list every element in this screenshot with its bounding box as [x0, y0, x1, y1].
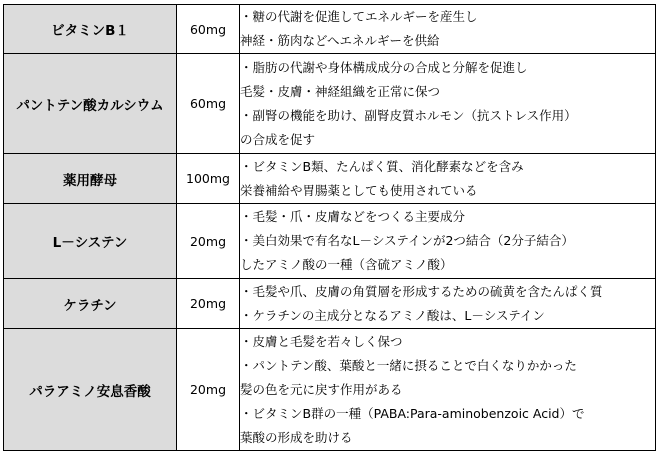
- ingredient-description: [240, 204, 656, 279]
- description-line: の合成を促す: [240, 131, 316, 147]
- description-line: ・糖の代謝を促進してエネルギーを産生し: [240, 9, 478, 24]
- table-row: [4, 204, 656, 279]
- ingredient-name: 薬用酵母: [4, 154, 177, 204]
- description-line: ・副腎の機能を助け、副腎皮質ホルモン（抗ストレス作用）: [240, 107, 577, 123]
- ingredients-table: [3, 4, 656, 451]
- description-line: 神経・筋肉などへエネルギーを供給: [240, 33, 440, 48]
- ingredient-name: パラアミノ安息香酸: [4, 329, 177, 451]
- description-line: ・毛髪・爪・皮膚などをつくる主要成分: [240, 209, 466, 224]
- ingredient-amount: 20mg: [177, 279, 240, 329]
- table-row: [4, 154, 656, 204]
- ingredient-amount: 20mg: [177, 204, 240, 279]
- description-line: 葉酸の形成を助ける: [240, 429, 353, 445]
- description-line: 毛髪・皮膚・神経組織を正常に保つ: [240, 83, 441, 99]
- ingredient-amount: 60mg: [177, 54, 240, 154]
- description-line: ・パントテン酸、葉酸と一緒に摂ることで白くなりかかった: [240, 357, 577, 373]
- description-line: ・ケラチンの主成分となるアミノ酸は、L－システイン: [240, 307, 545, 323]
- description-line: ・ビタミンB類、たんぱく質、消化酵素などを含み: [240, 158, 524, 174]
- table-row: [4, 5, 656, 54]
- table-row: [4, 329, 656, 451]
- ingredient-amount: 20mg: [177, 329, 240, 451]
- description-line: ・脂肪の代謝や身体構成成分の合成と分解を促進し: [240, 59, 528, 75]
- ingredient-description: [240, 54, 656, 154]
- description-line: ・美白効果で有名なL－システインが2つ結合（2分子結合）: [240, 233, 574, 248]
- ingredient-name: ケラチン: [4, 279, 177, 329]
- description-line: 栄養補給や胃腸薬としても使用されている: [240, 182, 478, 198]
- ingredient-description: [240, 279, 656, 329]
- description-line: ・皮膚と毛髪を若々しく保つ: [240, 333, 403, 349]
- description-line: ・毛髪や爪、皮膚の角質層を形成するための硫黄を含たんぱく質: [240, 283, 603, 299]
- ingredient-name: ビタミンB１: [4, 5, 177, 54]
- ingredient-name: パントテン酸カルシウム: [4, 54, 177, 154]
- description-line: ・ビタミンB群の一種（PABA:Para-aminobenzoic Acid）で: [240, 405, 585, 421]
- ingredient-name: L－システン: [4, 204, 177, 279]
- description-line: したアミノ酸の一種（含硫アミノ酸）: [240, 257, 453, 272]
- table-row: [4, 54, 656, 154]
- ingredient-description: [240, 154, 656, 204]
- description-line: 髪の色を元に戻す作用がある: [240, 381, 403, 397]
- table-row: [4, 279, 656, 329]
- ingredient-amount: 60mg: [177, 5, 240, 54]
- ingredient-description: [240, 329, 656, 451]
- ingredient-amount: 100mg: [177, 154, 240, 204]
- ingredient-description: [240, 5, 656, 54]
